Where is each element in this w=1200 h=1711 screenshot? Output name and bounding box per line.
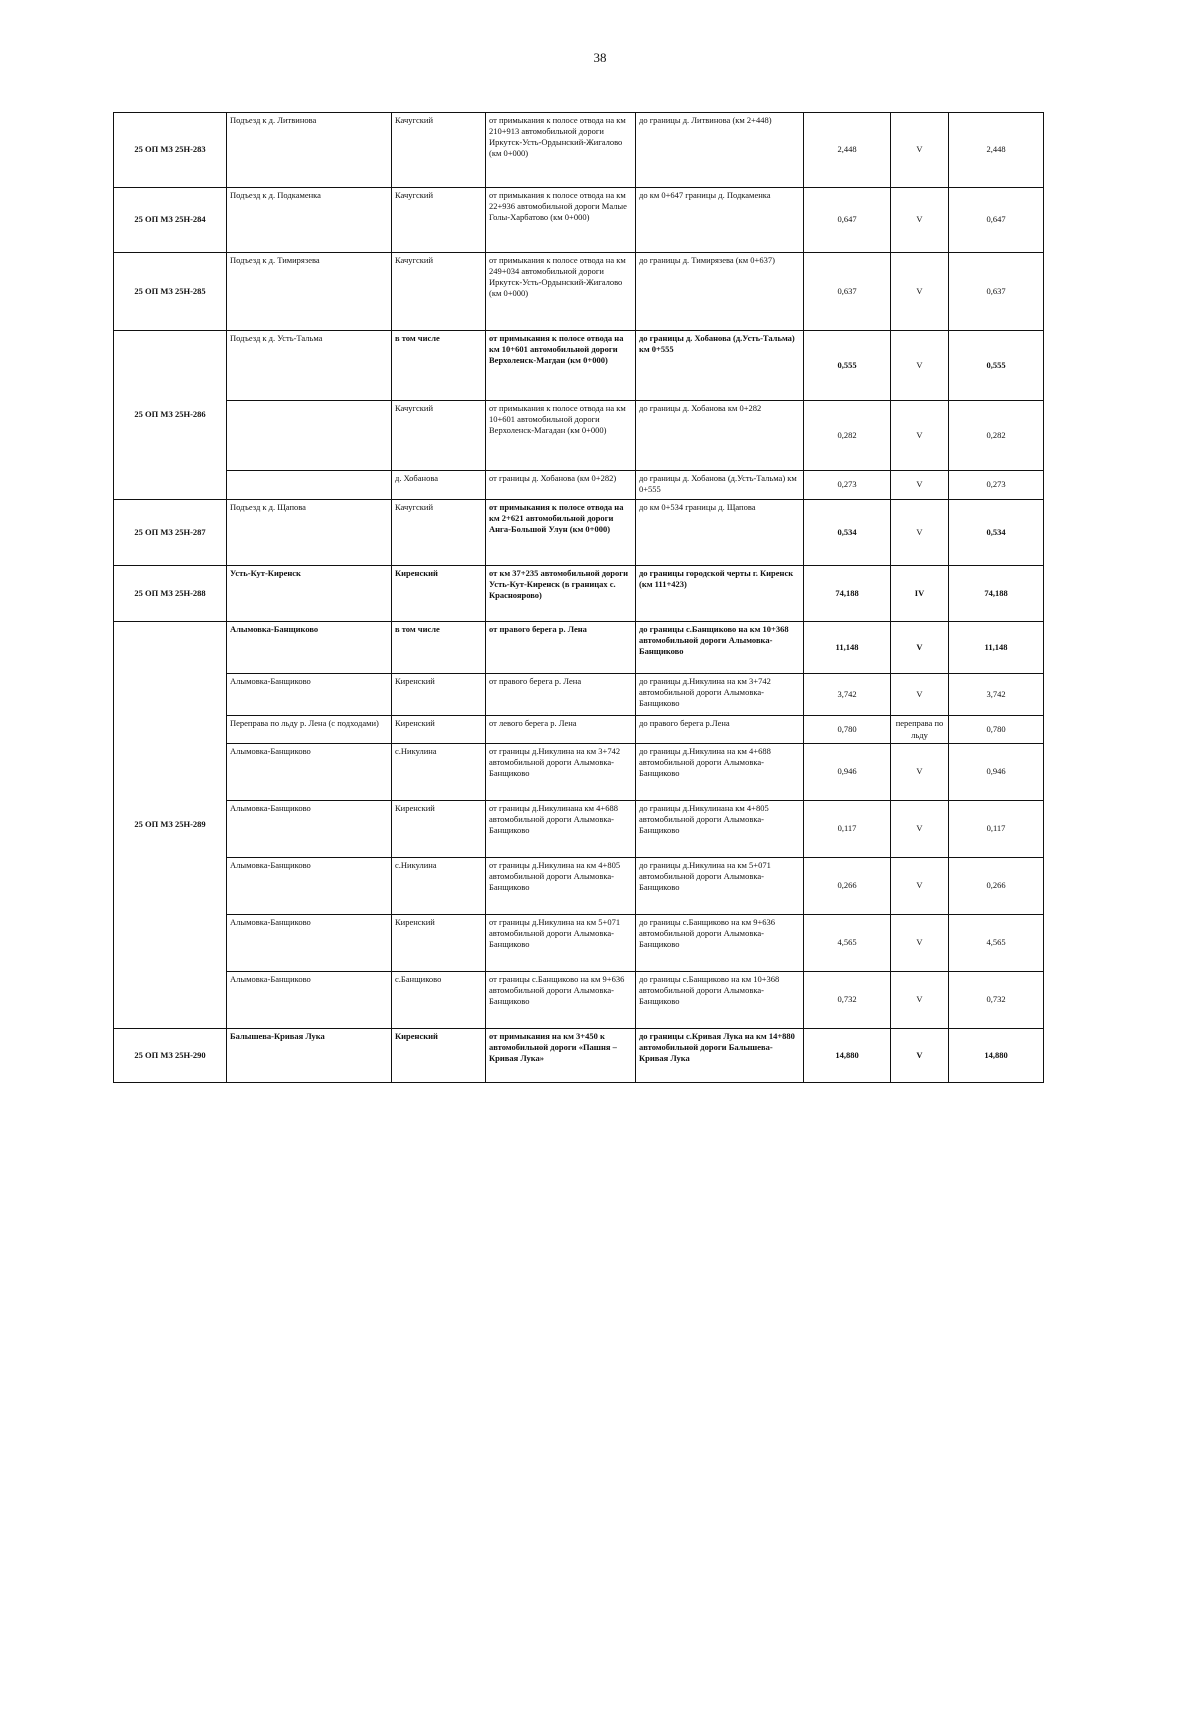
road-total: 0,732: [949, 972, 1044, 1029]
road-from: от примыкания к полосе отвода на км 249+034 автомобильной дороги Иркутск-Усть-Ордынский-Жигалово (км 0+000): [486, 253, 636, 331]
road-to: до границы д.Никулина на км 5+071 автомобильной дороги Алымовка-Банщиково: [636, 858, 804, 915]
road-name: Алымовка-Банщиково: [227, 622, 392, 674]
road-district: с.Никулина: [392, 858, 486, 915]
road-from: от правого берега р. Лена: [486, 674, 636, 716]
road-length: 0,946: [804, 744, 891, 801]
road-length: 0,647: [804, 188, 891, 253]
road-district: Качугский: [392, 500, 486, 566]
road-category: V: [891, 915, 949, 972]
road-to: до границы с.Банщиково на км 9+636 автомобильной дороги Алымовка-Банщиково: [636, 915, 804, 972]
road-name: [227, 471, 392, 500]
road-name: Усть-Кут-Киренск: [227, 566, 392, 622]
road-name: Алымовка-Банщиково: [227, 744, 392, 801]
road-code: 25 ОП МЗ 25Н-285: [114, 253, 227, 331]
road-length: 0,117: [804, 801, 891, 858]
road-to: до правого берега р.Лена: [636, 716, 804, 744]
road-total: 0,534: [949, 500, 1044, 566]
road-length: 2,448: [804, 113, 891, 188]
road-name: Алымовка-Банщиково: [227, 915, 392, 972]
road-category: V: [891, 188, 949, 253]
road-name: Подъезд к д. Щапова: [227, 500, 392, 566]
table-row: [114, 331, 1044, 401]
road-to: до границы с.Банщиково на км 10+368 автомобильной дороги Алымовка-Банщиково: [636, 972, 804, 1029]
road-category: V: [891, 401, 949, 471]
table-row: [114, 500, 1044, 566]
road-total: 2,448: [949, 113, 1044, 188]
table-row: [114, 188, 1044, 253]
road-category: IV: [891, 566, 949, 622]
road-from: от примыкания на км 3+450 к автомобильной дороги «Пашня – Кривая Лука»: [486, 1029, 636, 1083]
table-row: [114, 401, 1044, 471]
road-from: от примыкания к полосе отвода на км 22+936 автомобильной дороги Малые Голы-Харбатово (км 0+000): [486, 188, 636, 253]
road-to: до границы с.Банщиково на км 10+368 автомобильной дороги Алымовка-Банщиково: [636, 622, 804, 674]
road-to: до границы с.Кривая Лука на км 14+880 автомобильной дороги Балышева-Кривая Лука: [636, 1029, 804, 1083]
road-code: 25 ОП МЗ 25Н-287: [114, 500, 227, 566]
road-name: Алымовка-Банщиково: [227, 801, 392, 858]
road-category: V: [891, 113, 949, 188]
road-code: 25 ОП МЗ 25Н-289: [114, 622, 227, 1029]
road-district: Качугский: [392, 253, 486, 331]
table-row: [114, 622, 1044, 674]
road-from: от правого берега р. Лена: [486, 622, 636, 674]
road-total: 11,148: [949, 622, 1044, 674]
road-to: до границы д.Никулина на км 3+742 автомобильной дороги Алымовка-Банщиково: [636, 674, 804, 716]
road-code: 25 ОП МЗ 25Н-288: [114, 566, 227, 622]
road-from: от границы с.Банщиково на км 9+636 автомобильной дороги Алымовка-Банщиково: [486, 972, 636, 1029]
road-category: V: [891, 972, 949, 1029]
road-category: V: [891, 1029, 949, 1083]
road-code: 25 ОП МЗ 25Н-284: [114, 188, 227, 253]
table-row: [114, 1029, 1044, 1083]
road-length: 0,555: [804, 331, 891, 401]
road-total: 74,188: [949, 566, 1044, 622]
road-name: Алымовка-Банщиково: [227, 972, 392, 1029]
road-total: 0,946: [949, 744, 1044, 801]
road-length: 0,732: [804, 972, 891, 1029]
road-to: до границы д. Литвинова (км 2+448): [636, 113, 804, 188]
road-category: V: [891, 801, 949, 858]
road-code: 25 ОП МЗ 25Н-283: [114, 113, 227, 188]
road-to: до границы д. Хобанова (д.Усть-Тальма) км 0+555: [636, 471, 804, 500]
road-district: Качугский: [392, 401, 486, 471]
page-number: 38: [593, 50, 607, 65]
road-to: до границы д.Никулинана км 4+805 автомобильной дороги Алымовка-Банщиково: [636, 801, 804, 858]
road-from: от примыкания к полосе отвода на км 210+913 автомобильной дороги Иркутск-Усть-Ордынский-Жигалово (км 0+000): [486, 113, 636, 188]
road-length: 0,534: [804, 500, 891, 566]
road-district: Качугский: [392, 188, 486, 253]
road-name: Подъезд к д. Тимирязева: [227, 253, 392, 331]
road-length: 11,148: [804, 622, 891, 674]
road-total: 0,780: [949, 716, 1044, 744]
road-total: 4,565: [949, 915, 1044, 972]
road-district: Киренский: [392, 801, 486, 858]
table-row: [114, 744, 1044, 801]
road-from: от примыкания к полосе отвода на км 10+601 автомобильной дороги Верхоленск-Магадан (км 0+000): [486, 401, 636, 471]
road-name: Подъезд к д. Литвинова: [227, 113, 392, 188]
road-total: 0,647: [949, 188, 1044, 253]
road-district: Киренский: [392, 716, 486, 744]
road-district: Киренский: [392, 1029, 486, 1083]
road-category: V: [891, 471, 949, 500]
road-to: до границы д.Никулина на км 4+688 автомобильной дороги Алымовка-Банщиково: [636, 744, 804, 801]
road-length: 0,780: [804, 716, 891, 744]
table-row: [114, 915, 1044, 972]
road-length: 0,637: [804, 253, 891, 331]
road-length: 0,266: [804, 858, 891, 915]
road-name: Балышева-Кривая Лука: [227, 1029, 392, 1083]
road-category: V: [891, 674, 949, 716]
road-total: 0,266: [949, 858, 1044, 915]
table-row: [114, 801, 1044, 858]
road-from: от км 37+235 автомобильной дороги Усть-Кут-Киренск (в границах с. Красноярово): [486, 566, 636, 622]
road-district: в том числе: [392, 331, 486, 401]
road-length: 0,273: [804, 471, 891, 500]
road-code: 25 ОП МЗ 25Н-290: [114, 1029, 227, 1083]
road-district: в том числе: [392, 622, 486, 674]
road-total: 14,880: [949, 1029, 1044, 1083]
road-district: с.Банщиково: [392, 972, 486, 1029]
road-length: 3,742: [804, 674, 891, 716]
road-name: Алымовка-Банщиково: [227, 858, 392, 915]
table-row: [114, 113, 1044, 188]
road-category: V: [891, 500, 949, 566]
roads-table: [113, 112, 1044, 1083]
road-category: V: [891, 744, 949, 801]
table-row: [114, 253, 1044, 331]
road-category: V: [891, 331, 949, 401]
road-total: 0,282: [949, 401, 1044, 471]
road-total: 0,637: [949, 253, 1044, 331]
road-length: 0,282: [804, 401, 891, 471]
table-row: [114, 858, 1044, 915]
road-from: от границы д. Хобанова (км 0+282): [486, 471, 636, 500]
road-name: Подъезд к д. Подкаменка: [227, 188, 392, 253]
road-to: до границы д. Хобанова км 0+282: [636, 401, 804, 471]
table-row: [114, 716, 1044, 744]
road-length: 14,880: [804, 1029, 891, 1083]
road-district: с.Никулина: [392, 744, 486, 801]
road-to: до границы д. Тимирязева (км 0+637): [636, 253, 804, 331]
road-category: переправа по льду: [891, 716, 949, 744]
road-district: Качугский: [392, 113, 486, 188]
road-total: 0,555: [949, 331, 1044, 401]
table-row: [114, 566, 1044, 622]
table-row: [114, 972, 1044, 1029]
road-total: 0,117: [949, 801, 1044, 858]
road-name: Алымовка-Банщиково: [227, 674, 392, 716]
road-name: Подъезд к д. Усть-Тальма: [227, 331, 392, 401]
road-district: Киренский: [392, 915, 486, 972]
road-to: до км 0+647 границы д. Подкаменка: [636, 188, 804, 253]
road-from: от границы д.Никулина на км 4+805 автомобильной дороги Алымовка-Банщиково: [486, 858, 636, 915]
road-code: 25 ОП МЗ 25Н-286: [114, 331, 227, 500]
road-district: Киренский: [392, 674, 486, 716]
road-from: от границы д.Никулина на км 5+071 автомобильной дороги Алымовка-Банщиково: [486, 915, 636, 972]
road-length: 74,188: [804, 566, 891, 622]
road-length: 4,565: [804, 915, 891, 972]
road-district: д. Хобанова: [392, 471, 486, 500]
road-from: от левого берега р. Лена: [486, 716, 636, 744]
road-name: Переправа по льду р. Лена (с подходами): [227, 716, 392, 744]
road-total: 3,742: [949, 674, 1044, 716]
road-from: от границы д.Никулина на км 3+742 автомобильной дороги Алымовка-Банщиково: [486, 744, 636, 801]
road-total: 0,273: [949, 471, 1044, 500]
road-district: Киренский: [392, 566, 486, 622]
table-row: [114, 471, 1044, 500]
road-to: до границы д. Хобанова (д.Усть-Тальма) км 0+555: [636, 331, 804, 401]
road-from: от примыкания к полосе отвода на км 10+601 автомобильной дороги Верхоленск-Магдан (км 0+000): [486, 331, 636, 401]
road-category: V: [891, 253, 949, 331]
road-name: [227, 401, 392, 471]
road-to: до границы городской черты г. Киренск (км 111+423): [636, 566, 804, 622]
road-from: от границы д.Никулинана км 4+688 автомобильной дороги Алымовка-Банщиково: [486, 801, 636, 858]
road-from: от примыкания к полосе отвода на км 2+621 автомобильной дороги Анга-Большой Улун (км 0+000): [486, 500, 636, 566]
road-category: V: [891, 858, 949, 915]
road-to: до км 0+534 границы д. Щапова: [636, 500, 804, 566]
road-category: V: [891, 622, 949, 674]
table-row: [114, 674, 1044, 716]
